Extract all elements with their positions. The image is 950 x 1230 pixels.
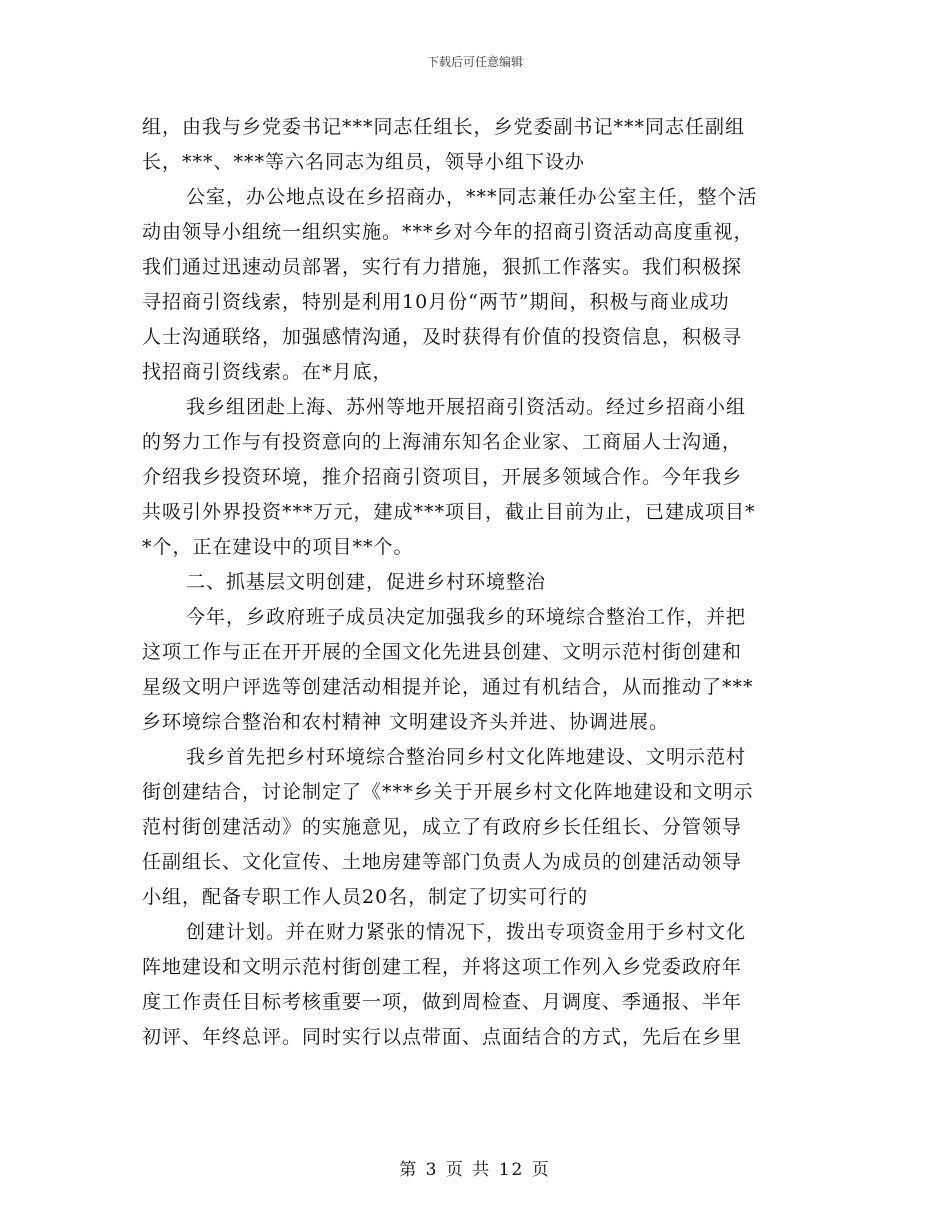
text-line: 动由领导小组统一组织实施。***乡对今年的招商引资活动高度重视，	[142, 221, 754, 243]
text-line: 初评、年终总评。同时实行以点带面、点面结合的方式，先后在乡里	[142, 1026, 743, 1048]
text-line: 创建计划。并在财力紧张的情况下，拨出专项资金用于乡村文化	[186, 921, 747, 943]
text-line: 今年，乡政府班子成员决定加强我乡的环境综合整治工作，并把	[186, 606, 747, 628]
text-line: 长，***、***等六名同志为组员，领导小组下设办	[142, 151, 586, 173]
text-line: 这项工作与正在开开展的全国文化先进县创建、文明示范村街创建和	[142, 641, 743, 663]
text-line: 阵地建设和文明示范村街创建工程，并将这项工作列入乡党委政府年	[142, 956, 743, 978]
text-line: 范村街创建活动》的实施意见，成立了有政府乡长任组长、分管领导	[142, 816, 743, 838]
text-line: 人士沟通联络，加强感情沟通，及时获得有价值的投资信息，积极寻	[142, 326, 743, 348]
text-line: 街创建结合，讨论制定了《***乡关于开展乡村文化阵地建设和文明示	[142, 781, 754, 803]
text-line: 度工作责任目标考核重要一项，做到周检查、月调度、季通报、半年	[142, 991, 743, 1013]
text-line: 星级文明户评选等创建活动相提并论，通过有机结合，从而推动了***	[142, 676, 754, 698]
text-line: 我们通过迅速动员部署，实行有力措施，狠抓工作落实。我们积极探	[142, 256, 743, 278]
page-header: 下载后可任意编辑	[426, 55, 523, 69]
text-line: 二、抓基层文明创建，促进乡村环境整治	[186, 571, 547, 593]
text-line: 寻招商引资线索，特别是利用10月份“两节”期间，积极与商业成功	[142, 291, 730, 313]
page-footer: 第 3 页 共 12 页	[399, 1160, 551, 1180]
text-line: 找招商引资线索。在*月底，	[142, 361, 393, 383]
document-body	[142, 110, 810, 1055]
text-line: 小组，配备专职工作人员20名，制定了切实可行的	[142, 886, 589, 908]
text-line: 乡环境综合整治和农村精神 文明建设齐头并进、协调进展。	[142, 711, 670, 733]
text-line: 公室，办公地点设在乡招商办，***同志兼任办公室主任，整个活	[186, 186, 758, 208]
text-line: *个，正在建设中的项目**个。	[142, 536, 414, 558]
text-line: 我乡组团赴上海、苏州等地开展招商引资活动。经过乡招商小组	[186, 396, 747, 418]
text-line: 介绍我乡投资环境，推介招商引资项目，开展多领域合作。今年我乡	[142, 466, 743, 488]
text-line: 共吸引外界投资***万元，建成***项目，截止目前为止，已建成项目*	[142, 501, 756, 523]
text-line: 任副组长、文化宣传、土地房建等部门负责人为成员的创建活动领导	[142, 851, 743, 873]
text-line: 我乡首先把乡村环境综合整治同乡村文化阵地建设、文明示范村	[186, 746, 747, 768]
text-line: 组，由我与乡党委书记***同志任组长，乡党委副书记***同志任副组	[142, 116, 746, 138]
text-line: 的努力工作与有投资意向的上海浦东知名企业家、工商届人士沟通，	[142, 431, 743, 453]
